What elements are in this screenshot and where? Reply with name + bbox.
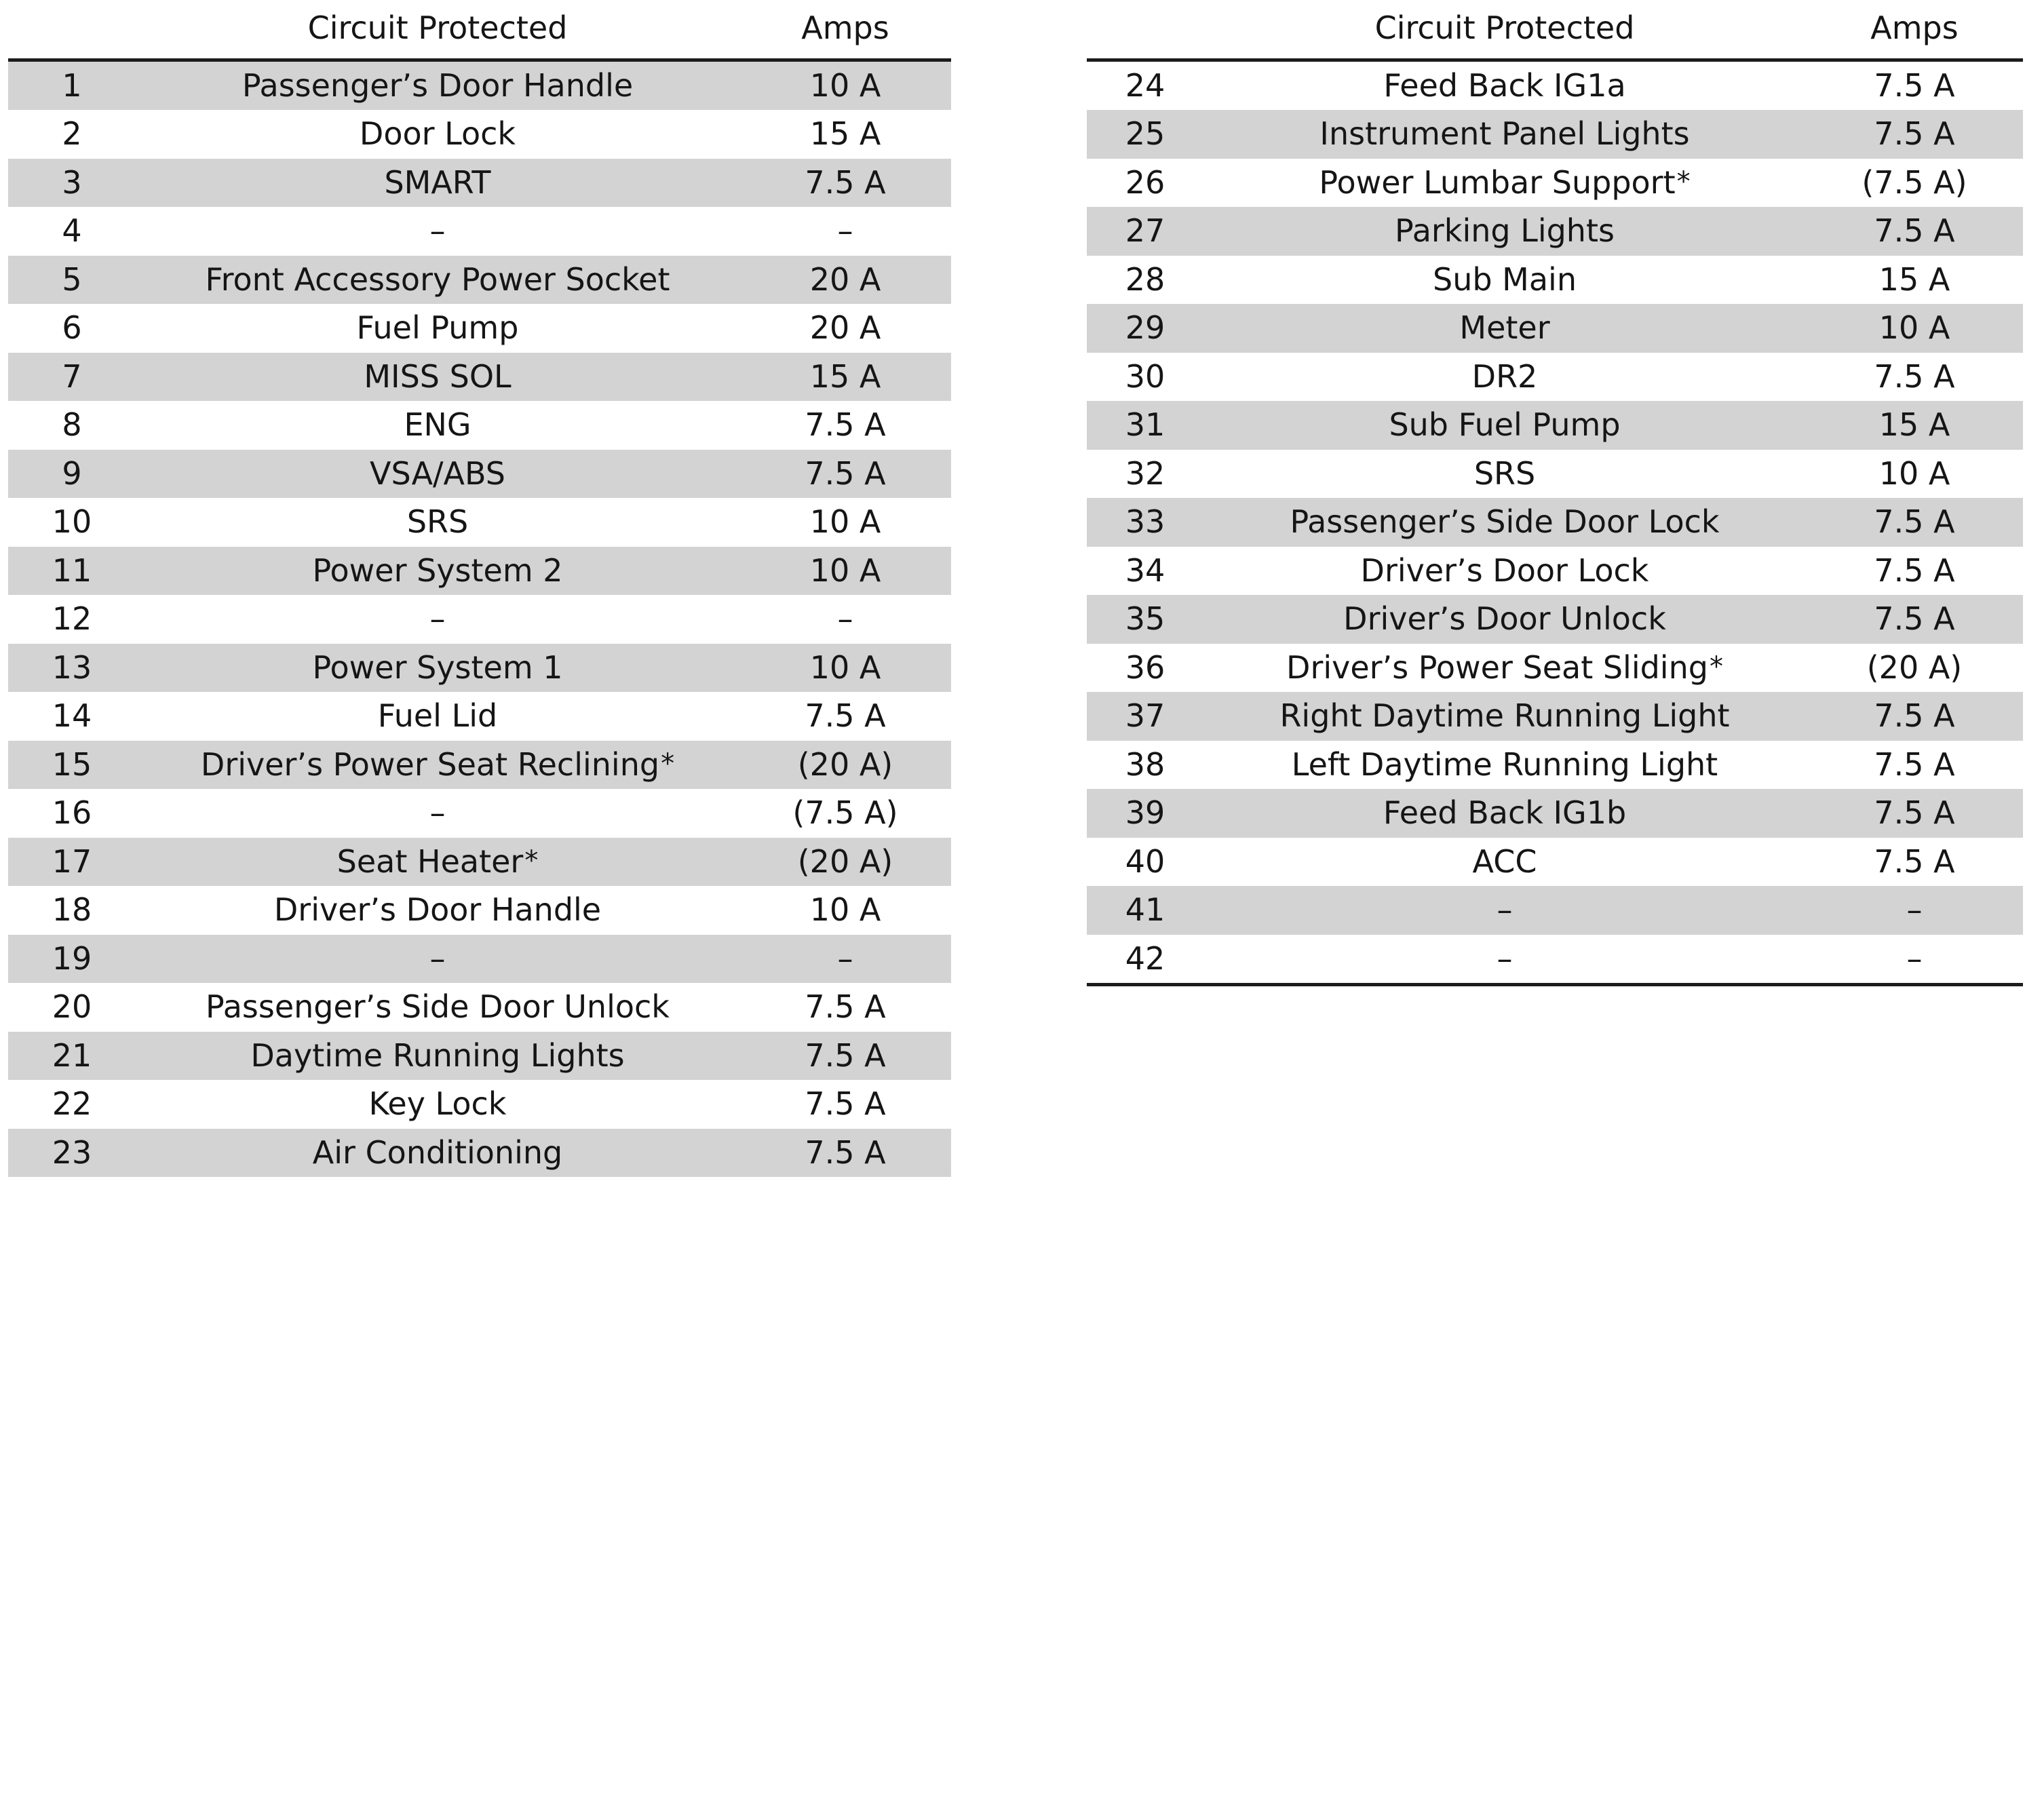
amps-value: 7.5 A [1806, 595, 2023, 644]
circuit-protected-value: ENG [136, 401, 739, 450]
fuse-table-right [1087, 9, 2023, 986]
fuse-number: 18 [8, 886, 136, 935]
amps-value: – [739, 207, 951, 256]
fuse-number: 41 [1087, 886, 1203, 935]
table-row [8, 110, 951, 159]
circuit-protected-value: DR2 [1203, 353, 1806, 402]
table-row [8, 935, 951, 984]
table-row [1087, 304, 2023, 353]
amps-value: 7.5 A [739, 983, 951, 1032]
circuit-protected-value: – [136, 207, 739, 256]
table-row [1087, 692, 2023, 741]
fuse-number: 22 [8, 1080, 136, 1129]
table-row [8, 838, 951, 887]
header-row [8, 9, 951, 60]
circuit-protected-value: SMART [136, 159, 739, 208]
amps-value: 7.5 A [1806, 110, 2023, 159]
circuit-protected-value: Meter [1203, 304, 1806, 353]
table-row [8, 886, 951, 935]
amps-value: 10 A [1806, 304, 2023, 353]
amps-value: 20 A [739, 304, 951, 353]
amps-value: 7.5 A [1806, 838, 2023, 887]
table-row [8, 1032, 951, 1081]
fuse-number: 37 [1087, 692, 1203, 741]
amps-value: 15 A [1806, 401, 2023, 450]
fuse-table-left [8, 9, 951, 1177]
fuse-number: 42 [1087, 935, 1203, 985]
fuse-number: 28 [1087, 256, 1203, 305]
amps-value: (20 A) [739, 838, 951, 887]
circuit-protected-value: Driver’s Door Handle [136, 886, 739, 935]
table-row [1087, 886, 2023, 935]
table-row [8, 741, 951, 790]
circuit-protected-value: Key Lock [136, 1080, 739, 1129]
amps-value: 20 A [739, 256, 951, 305]
circuit-protected-value: Fuel Lid [136, 692, 739, 741]
circuit-protected-value: Seat Heater* [136, 838, 739, 887]
fuse-number: 19 [8, 935, 136, 984]
amps-value: 7.5 A [1806, 547, 2023, 596]
fuse-number: 9 [8, 450, 136, 499]
table-row [8, 256, 951, 305]
amps-value: – [739, 935, 951, 984]
fuse-number: 7 [8, 353, 136, 402]
amps-value: 7.5 A [1806, 498, 2023, 547]
circuit-protected-value: Feed Back IG1a [1203, 60, 1806, 110]
amps-value: – [739, 595, 951, 644]
table-row [1087, 60, 2023, 110]
fuse-number: 31 [1087, 401, 1203, 450]
footnote-asterisk: * [1676, 166, 1691, 197]
fuse-number: 2 [8, 110, 136, 159]
amps-value: (20 A) [1806, 644, 2023, 693]
fuse-number: 20 [8, 983, 136, 1032]
circuit-protected-value: ACC [1203, 838, 1806, 887]
table-row [1087, 935, 2023, 985]
circuit-protected-value: Door Lock [136, 110, 739, 159]
amps-value: 10 A [739, 886, 951, 935]
amps-value: 10 A [739, 644, 951, 693]
left-table-wrapper [8, 9, 951, 1177]
table-header-left [8, 9, 951, 60]
amps-value: 7.5 A [1806, 353, 2023, 402]
table-row [8, 789, 951, 838]
circuit-protected-value: Passenger’s Door Handle [136, 60, 739, 110]
amps-value: – [1806, 886, 2023, 935]
table-row [1087, 450, 2023, 499]
circuit-protected-value: Passenger’s Side Door Unlock [136, 983, 739, 1032]
circuit-protected-value: Air Conditioning [136, 1129, 739, 1178]
amps-value: 7.5 A [739, 401, 951, 450]
header-number [1087, 9, 1203, 60]
table-row [8, 450, 951, 499]
amps-value: 15 A [739, 110, 951, 159]
table-row [8, 1080, 951, 1129]
fuse-number: 14 [8, 692, 136, 741]
table-row [8, 60, 951, 110]
table-row [8, 983, 951, 1032]
table-row [1087, 256, 2023, 305]
table-row [8, 353, 951, 402]
table-row [8, 692, 951, 741]
fuse-number: 34 [1087, 547, 1203, 596]
fuse-number: 15 [8, 741, 136, 790]
fuse-number: 11 [8, 547, 136, 596]
circuit-protected-value: Parking Lights [1203, 207, 1806, 256]
amps-value: 7.5 A [739, 159, 951, 208]
table-body-right [1087, 60, 2023, 985]
table-row [1087, 401, 2023, 450]
fuse-number: 24 [1087, 60, 1203, 110]
table-row [8, 498, 951, 547]
table-row [1087, 741, 2023, 790]
table-row [1087, 547, 2023, 596]
circuit-protected-value: Front Accessory Power Socket [136, 256, 739, 305]
circuit-protected-value: Left Daytime Running Light [1203, 741, 1806, 790]
amps-value: 10 A [739, 498, 951, 547]
circuit-protected-value: Driver’s Door Lock [1203, 547, 1806, 596]
amps-value: (7.5 A) [1806, 159, 2023, 208]
fuse-number: 33 [1087, 498, 1203, 547]
fuse-number: 30 [1087, 353, 1203, 402]
amps-value: 7.5 A [739, 450, 951, 499]
table-row [1087, 498, 2023, 547]
amps-value: 7.5 A [739, 692, 951, 741]
table-row [8, 644, 951, 693]
fuse-number: 38 [1087, 741, 1203, 790]
fuse-number: 6 [8, 304, 136, 353]
fuse-number: 39 [1087, 789, 1203, 838]
amps-value: 7.5 A [739, 1080, 951, 1129]
amps-value: 7.5 A [1806, 207, 2023, 256]
fuse-number: 29 [1087, 304, 1203, 353]
fuse-number: 13 [8, 644, 136, 693]
fuse-number: 17 [8, 838, 136, 887]
header-number [8, 9, 136, 60]
right-table-wrapper [1087, 9, 2023, 1177]
table-row [1087, 207, 2023, 256]
circuit-protected-value: – [136, 935, 739, 984]
fuse-number: 21 [8, 1032, 136, 1081]
circuit-protected-value: Power System 1 [136, 644, 739, 693]
table-row [1087, 110, 2023, 159]
amps-value: 10 A [1806, 450, 2023, 499]
fuse-number: 1 [8, 60, 136, 110]
fuse-number: 3 [8, 159, 136, 208]
fuse-number: 35 [1087, 595, 1203, 644]
footnote-asterisk: * [661, 748, 675, 779]
table-header-right [1087, 9, 2023, 60]
amps-value: 7.5 A [1806, 692, 2023, 741]
table-row [8, 159, 951, 208]
header-amps: Amps [801, 9, 889, 46]
amps-value: 7.5 A [1806, 741, 2023, 790]
circuit-protected-value: MISS SOL [136, 353, 739, 402]
fuse-number: 12 [8, 595, 136, 644]
circuit-protected-value: Feed Back IG1b [1203, 789, 1806, 838]
table-row [8, 401, 951, 450]
circuit-protected-value: Daytime Running Lights [136, 1032, 739, 1081]
circuit-protected-value: Sub Fuel Pump [1203, 401, 1806, 450]
amps-value: – [1806, 935, 2023, 985]
circuit-protected-value: Driver’s Power Seat Sliding* [1203, 644, 1806, 693]
circuit-protected-value: VSA/ABS [136, 450, 739, 499]
footnote-asterisk: * [524, 845, 539, 876]
header-row [1087, 9, 2023, 60]
fuse-number: 27 [1087, 207, 1203, 256]
amps-value: 10 A [739, 60, 951, 110]
table-row [8, 1129, 951, 1178]
header-circuit-protected: Circuit Protected [1374, 9, 1635, 46]
circuit-protected-value: SRS [136, 498, 739, 547]
fuse-number: 36 [1087, 644, 1203, 693]
table-row [1087, 159, 2023, 208]
fuse-number: 26 [1087, 159, 1203, 208]
fuse-number: 23 [8, 1129, 136, 1178]
circuit-protected-value: Power Lumbar Support* [1203, 159, 1806, 208]
amps-value: 15 A [739, 353, 951, 402]
table-body-left [8, 60, 951, 1177]
circuit-protected-value: Fuel Pump [136, 304, 739, 353]
amps-value: 7.5 A [739, 1032, 951, 1081]
footnote-asterisk: * [1709, 651, 1723, 682]
amps-value: 7.5 A [1806, 789, 2023, 838]
circuit-protected-value: – [136, 789, 739, 838]
fuse-number: 8 [8, 401, 136, 450]
header-amps: Amps [1870, 9, 1959, 46]
circuit-protected-value: Power System 2 [136, 547, 739, 596]
circuit-protected-value: – [1203, 886, 1806, 935]
circuit-protected-value: – [1203, 935, 1806, 985]
amps-value: 10 A [739, 547, 951, 596]
fuse-number: 32 [1087, 450, 1203, 499]
circuit-protected-value: Instrument Panel Lights [1203, 110, 1806, 159]
circuit-protected-value: SRS [1203, 450, 1806, 499]
fuse-number: 16 [8, 789, 136, 838]
circuit-protected-value: Driver’s Door Unlock [1203, 595, 1806, 644]
table-row [8, 207, 951, 256]
amps-value: (7.5 A) [739, 789, 951, 838]
amps-value: 7.5 A [1806, 60, 2023, 110]
table-row [8, 547, 951, 596]
table-row [1087, 644, 2023, 693]
table-row [1087, 353, 2023, 402]
fuse-number: 40 [1087, 838, 1203, 887]
circuit-protected-value: Driver’s Power Seat Reclining* [136, 741, 739, 790]
header-circuit-protected: Circuit Protected [307, 9, 568, 46]
amps-value: (20 A) [739, 741, 951, 790]
table-row [1087, 595, 2023, 644]
circuit-protected-value: Sub Main [1203, 256, 1806, 305]
amps-value: 7.5 A [739, 1129, 951, 1178]
circuit-protected-value: Right Daytime Running Light [1203, 692, 1806, 741]
circuit-protected-value: Passenger’s Side Door Lock [1203, 498, 1806, 547]
fuse-number: 4 [8, 207, 136, 256]
fuse-number: 10 [8, 498, 136, 547]
table-row [1087, 789, 2023, 838]
fuse-number: 5 [8, 256, 136, 305]
fuse-number: 25 [1087, 110, 1203, 159]
table-row [8, 595, 951, 644]
circuit-protected-value: – [136, 595, 739, 644]
amps-value: 15 A [1806, 256, 2023, 305]
table-row [1087, 838, 2023, 887]
table-row [8, 304, 951, 353]
